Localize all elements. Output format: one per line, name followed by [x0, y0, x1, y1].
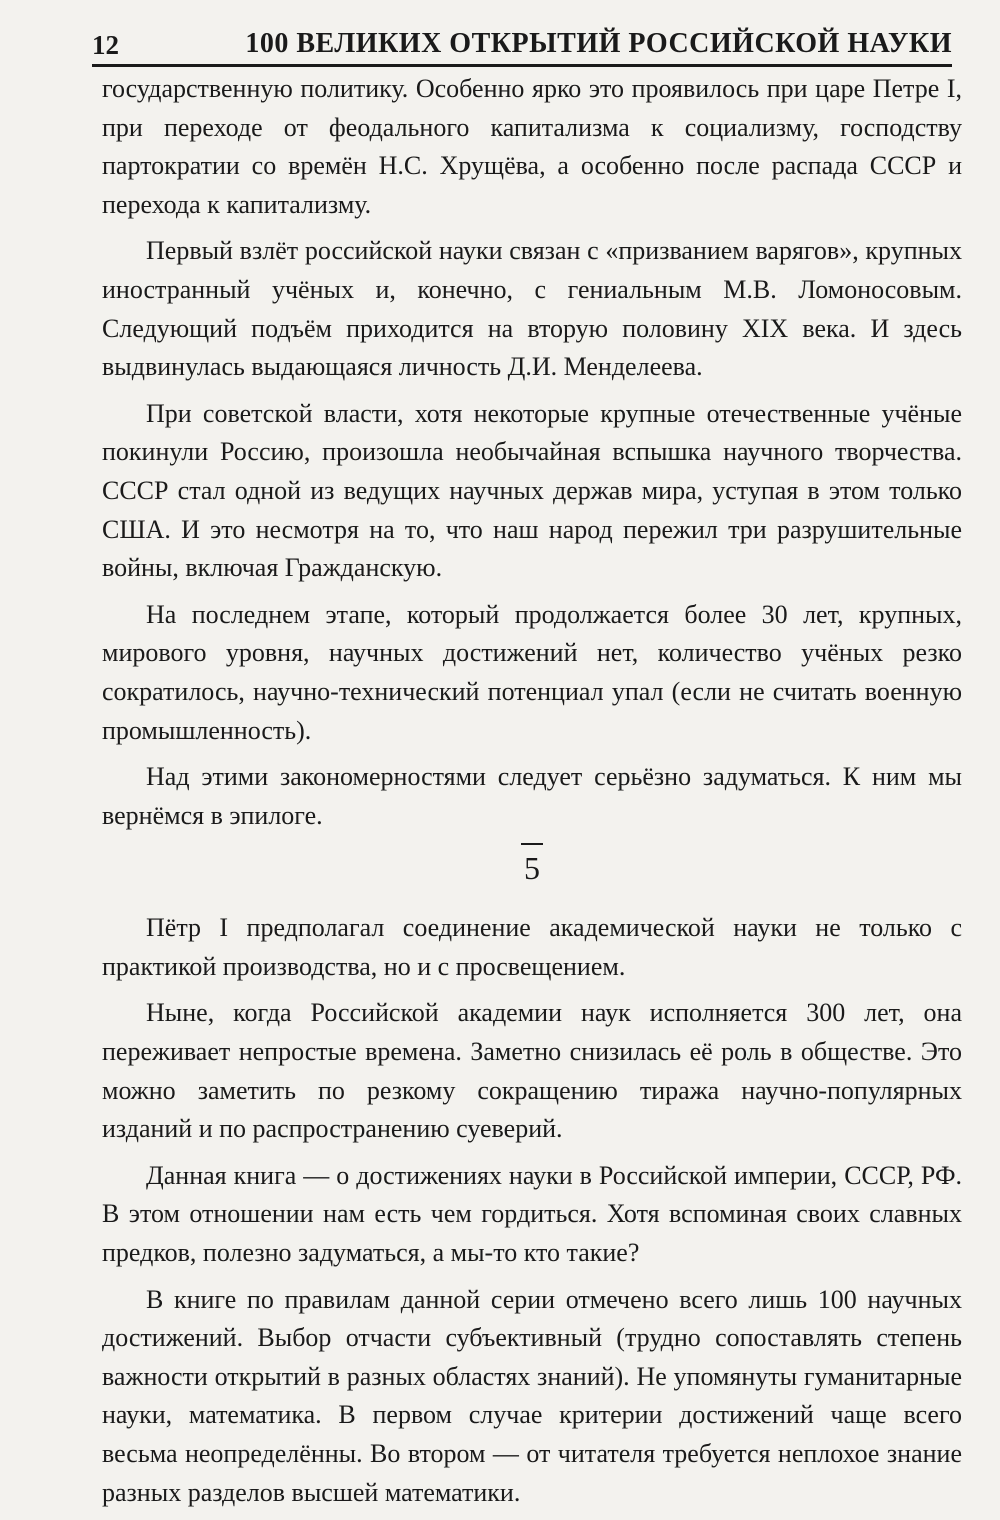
paragraph: В книге по правилам данной серии отмечено всего лишь 100 научных достижений. Выбор отчасти субъективный (трудно сопоставлять степень важности открытий в разных областях знаний). Не упомянуты гуманитарные науки, математика. В первом случае критерии достижений чаще всего весьма неопределённы. Во втором — от читателя требуется неплохое знание разных разделов высшей математики. — [102, 1284, 962, 1507]
page-number: 12 — [92, 30, 119, 60]
section-dash — [521, 843, 543, 845]
header-rule — [92, 64, 952, 67]
paragraph: На последнем этапе, который продолжается более 30 лет, крупных, мирового уровня, научных достижений нет, количество учёных резко сократилось, научно-технический потенциал упал (если не считать военную промышленность). — [102, 599, 962, 745]
paragraph: Ныне, когда Российской академии наук исполняется 300 лет, она переживает непростые времена. Заметно снизилась её роль в обществе. Это можно заметить по резкому сокращению тиража научно-популярных изданий и по распространению суеверий. — [102, 998, 962, 1144]
section-heading — [102, 843, 962, 887]
paragraph: Данная книга — о достижениях науки в Российской империи, СССР, РФ. В этом отношении нам есть чем гордиться. Хотя вспоминая своих славных предков, полезно задуматься, а мы-то кто такие? — [102, 1160, 962, 1268]
page-body — [102, 70, 962, 1520]
paragraph: государственную политику. Особенно ярко это проявилось при царе Петре I, при переходе от феодального капитализма к социализму, господству партократии со времён Н.С. Хрущёва, а особенно после распада СССР и перехода к капитализму. — [102, 74, 962, 219]
paragraph: Над этими закономерностями следует серьёзно задуматься. К ним мы вернёмся в эпилоге. — [102, 762, 962, 830]
paragraph: Первый взлёт российской науки связан с «призванием варягов», крупных иностранный учёных и, конечно, с гениальным М.В. Ломоносовым. Следующий подъём приходится на вторую половину XIX века. И здесь выдвинулась выдающаяся личность Д.И. Менделеева. — [102, 236, 962, 382]
running-title: 100 ВЕЛИКИХ ОТКРЫТИЙ РОССИЙСКОЙ НАУКИ — [245, 28, 952, 59]
paragraph: При советской власти, хотя некоторые крупные отечественные учёные покинули Россию, произошла необычайная вспышка научного творчества. СССР стал одной из ведущих научных держав мира, уступая в этом только США. И это несмотря на то, что наш народ пережил три разрушительные войны, включая Гражданскую. — [102, 398, 962, 583]
paragraph: Пётр I предполагал соединение академической науки не только с практикой производства, но и с просвещением. — [102, 913, 962, 981]
section-number: 5 — [524, 850, 540, 887]
page-header — [92, 22, 952, 62]
